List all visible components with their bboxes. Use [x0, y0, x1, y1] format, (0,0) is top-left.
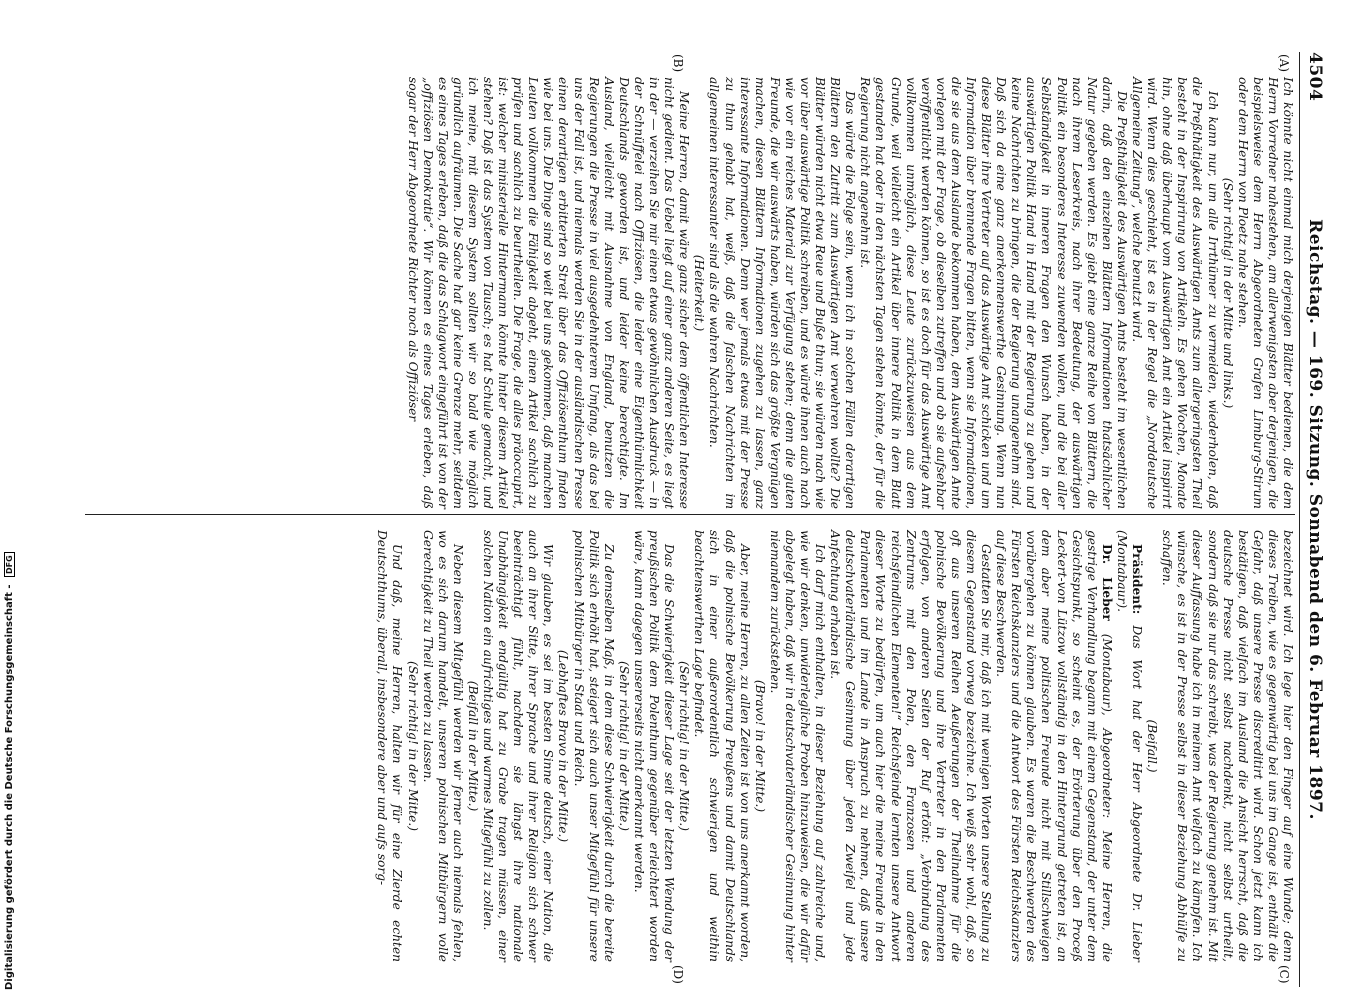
paragraph [420, 530, 465, 962]
right-text-column [85, 530, 1295, 962]
paragraph-text: Ich könnte nicht einmal mich derjenigen Blätter bedienen, die dem Herrn Vorredner nahestehen, am allerwenigsten aber derjenigen, die beispielsweise dem Herrn Abgeordneten Grafen Limburg-Stirum oder dem Herrn von Ploetz nahe stehen. [1235, 77, 1295, 509]
interjection [616, 530, 631, 962]
page-header [1299, 52, 1325, 987]
margin-marker-b: (B) [671, 54, 685, 73]
paragraph-text: (Sehr richtig! in der Mitte.) [405, 661, 420, 831]
paragraph-text: (Lebhaftes Bravo in der Mitte.) [556, 649, 571, 843]
margin-marker-d: (D) [671, 965, 685, 984]
paragraph-text: Gestatten Sie mir, daß ich mit wenigen Worten unsere Stellung zu diesem Gegenstand vorweg bezeichne. Ich weiß sehr wohl, daß, so oft aus unseren Reihen Aeußerungen der Theilnahme für die polnische Bevölkerung und ihre Vertreter in den Parlamenten erfolgen, von anderen Seiten der Ruf ertönt: „Verbindung des Zentrums mit den Polen, den Franzosen und anderen reichsfeindlichen Elementen!“ Reichsfeinde lernten unsere Antwort dieser Worte zu bedürfen, um auch hier die meine Freunde in den Parlamenten und im Lande in Anspruch zu nehmen, daß unsere deutschvaterländische Gesinnung über jeden Zweifel und jede Anfechtung erhaben ist. [828, 530, 994, 962]
speaker-name: Dr. Lieber [1099, 544, 1114, 634]
margin-marker-a: (A) [1277, 54, 1291, 73]
running-title: Reichstag. — 169. Sitzung. Sonnabend den 6. Februar 1897. [1305, 219, 1325, 820]
page-number: 4504 [1305, 52, 1325, 102]
interjection [404, 530, 419, 962]
interjection [691, 77, 706, 509]
paragraph-text: (Sehr richtig! in der Mitte.) [616, 661, 631, 831]
paragraph-text: Zu demselben Maß, in dem diese Schwierigkeit durch die bereite Politik sich erhöht hat, steigert sich auch unser Mitgefühl für unsere polnischen Mitbürger in Staat und Reich. [571, 530, 616, 962]
paragraph-text: (Sehr richtig! in der Mitte und links.) [1220, 177, 1235, 409]
paragraph-text: Neben diesem Mitgefühl werden wir ferner auch niemals fehlen, wo es sich darum handelt, unseren polnischen Mitbürgern volle Gerechtigkeit zu Theil werden zu lassen. [420, 530, 465, 962]
digitization-credit [4, 555, 15, 990]
paragraph-text: Ich kann nur, um alle Irrthümer zu vermeiden, wiederholen, daß die Preßthätigkeit des Auswärtigen Amts zum allergeringsten Theil besteht in der Inspirirung von Artikeln. Es gehen Wochen, Monate hin, ohne daß überhaupt vom Auswärtigen Amt ein Artikel inspirirt wird. Wenn dies geschieht, ist es in der Regel die „Norddeutsche Allgemeine Zeitung“, welche benutzt wird. [1130, 77, 1220, 509]
paragraph [1129, 77, 1220, 509]
interjection [555, 530, 570, 962]
paragraph [827, 530, 993, 962]
paragraph-text: Und daß, meine Herren, halten wir für eine Zierde echten Deutschthums, überall, insbesondere aber und aufs sorg- [375, 530, 405, 962]
paragraph-text: Das würde die Folge sein, wenn ich in solchen Fällen derartigen Blättern den Zutritt zum Auswärtigen Amt verwehren wollte? Die Blätter würden nicht etwa Reue und Buße thun; sie würden nach wie vor über auswärtige Politik schreiben, und es würde ihnen auch nach wie vor ein reiches Material zur Verfügung stehen; denn die guten Freunde, die wir auswärts haben, würden sich das größte Vergnügen machen, diesen Blättern Informationen zugehen zu lassen, ganz interessante Informationen. Denn wer jemals etwas mit der Presse zu thun gehabt hat, weiß, daß die falschen Nachrichten im allgemeinen interessanter sind als die wahren Nachrichten. [707, 77, 858, 509]
paragraph-text: Ich darf mich enthalten, in dieser Beziehung auf zahlreiche und, wie wir denken, unwiderlegliche Proben hinzuweisen, die wir dafür abgelegt haben, daß wir in deutschvaterländischer Gesinnung hinter niemandem zurückstehen. [767, 530, 828, 962]
interjection [465, 530, 480, 962]
paragraph-text: (Sehr richtig! in der Mitte.) [677, 661, 692, 831]
paragraph-text: (Beifall.) [1145, 719, 1160, 773]
paragraph [631, 530, 676, 962]
paragraph-text: Wir glauben, es sei im besten Sinne deutsch, einer Nation, die auch an ihrer Sitte, ihrer Sprache und ihrer Religion sich schwer beeinträchtigt fühlt, nachdem sie längst ihre nationale Unabhängigkeit endgültig hat zu Grabe tragen müssen, einer solchen Nation ein aufrichtiges und warmes Mitgefühl zu zollen. [481, 530, 556, 962]
paragraph [1114, 530, 1144, 962]
paragraph-text: bezeichnet wird. Ich lege hier den Finger auf eine Wunde; denn dieses Treiben, wie es gegenwärtig bei uns im Gange ist, enthält die Gefahr, daß unsere Presse discreditirt wird. Schon jetzt kann ich bestätigen, daß vielfach im Ausland die Ansicht herrscht, daß die deutsche Presse nicht selbst nachdenkt, nicht selbst urtheilt, sondern daß sie nur das schreibt, was der Regierung genehm ist. Mit dieser Auffassung habe ich in meinem Amt vielfach zu kämpfen. Ich wünsche, es ist in der Presse selbst in dieser Beziehung Abhülfe zu schaffen. [1160, 530, 1295, 962]
paragraph-text: Das Wort hat der Herr Abgeordnete Dr. Lieber (Montabaur). [1114, 530, 1145, 962]
paragraph-text: (Heiterkeit.) [692, 254, 707, 332]
paragraph-text: Meine Herren, damit wäre ganz sicher dem öffentlichen Interesse nicht gedient. Das Uebel liegt auf einer ganz anderen Seite, es liegt in der — verzeihen Sie mir einen etwas gewöhnlichen Ausdruck — in der Schnüffelei nach Offiziösen, die leider eine Eigenthümlichkeit Deutschlands geworden ist, und leider keine berechtigte. Im Ausland, vielleicht mit Ausnahme von England, benutzen die Regierungen die Presse in viel ausgedehnterem Umfang, als das bei uns der Fall ist, und niemals werden Sie in der ausländischen Presse einen derartigen erbitterten Streit über das Offiziösenthum finden wie bei uns. Die Dinge sind so weit bei uns gekommen, daß manchen Leuten vollkommen die Fähigkeit abgeht, einen Artikel sachlich zu prüfen und sachlich zu beurtheilen. Die Frage, die alles präoccupirt, ist: welcher ministerielle Hintermann könnte hinter diesem Artikel stehen? Daß ist das System von Tausch; es hat Schule gemacht, und ich meine, mit diesem System sollten wir so bald wie möglich gründlich aufräumen. Die Sache hat gar keine Grenze mehr, seitdem es eines Tages erleben, daß die das Schlagwort eingeführt ist von der „offiziösen Demokratie“. Wir können es eines Tages erleben, daß sogar der Herr Abgeordnete Richter noch als Offiziöser [405, 77, 692, 509]
rotated-document-page [70, 52, 1325, 987]
paragraph [1235, 77, 1295, 509]
paragraph [857, 77, 1129, 509]
paragraph-text: Aber, meine Herren, zu allen Zeiten ist von uns anerkannt worden, daß die polnische Bevölkerung Preußens und damit Deutschlands sich in einer außerordentlich schwierigen und weithin beachtenswerthen Lage befindet. [692, 530, 752, 962]
paragraph-text: Die Preßthätigkeit des Auswärtigen Amts besteht im wesentlichen darin, daß den einzelnen Blättern Informationen thatsächlicher Natur gegeben werden. Es giebt eine ganze Reihe von Blättern, die nach ihrem Leserkreis, nach ihrer Bedeutung, der auswärtigen Politik ein besonderes Interesse zuwenden wollen, und die bei aller Selbständigkeit in inneren Fragen den Wunsch haben, in der auswärtigen Politik Hand in Hand mit der Regierung zu gehen und keine Nachrichten zu bringen, die der Regierung unangenehm sind. Daß sich da eine ganz anerkennenswerthe Gesinnung. Wenn nun diese Blätter ihre Vertreter auf das Auswärtige Amt schicken und um Information über brennende Fragen bitten, wenn sie Informationen, die sie aus dem Auslande bekommen haben, dem Auswärtigen Amte vorlegen mit der Frage, ob dieselben zutreffen und ob sie aufsehbar veröffentlicht werden können, so ist es doch für das Auswärtige Amt vollkommen unmöglich, diese Leute zurückzuweisen aus dem Grunde, weil vielleicht ein Artikel über innere Politik in dem Blatt gestanden hat oder in den nächsten Tagen stehen könnte, der für die Regierung nicht angenehm ist. [858, 77, 1129, 509]
paragraph [480, 530, 555, 962]
paragraph [374, 530, 404, 962]
interjection [1220, 77, 1235, 509]
paragraph [1159, 530, 1295, 962]
interjection [1144, 530, 1159, 962]
paragraph [706, 77, 857, 509]
paragraph-text: (Montabaur), Abgeordneter: Meine Herren, die gestrige Verhandlung begann mit einem Gegenstand, der unter dem Gesichtspunkt, so scheint es, der Erörterung über den Proceß Leckert-von Lützow vollständig in den Hintergrund getreten ist, an dem aber meine politischen Freunde nicht mit Stillschweigen vorübergehen zu können glauben. Es waren die Beschwerden des Fürsten Reichskanzlers und die Antwort des Fürsten Reichskanzlers auf diese Beschwerden. [994, 530, 1114, 963]
paragraph-text: (Bravo! in der Mitte.) [752, 679, 767, 813]
interjection [676, 530, 691, 962]
header-rule [1299, 52, 1300, 987]
margin-marker-c: (C) [1277, 965, 1291, 984]
left-text-column [85, 77, 1295, 509]
credit-text: Digitalisierung gefördert durch die Deutsche Forschungsgemeinschaft - [4, 584, 15, 990]
interjection [752, 530, 767, 962]
paragraph-text: (Beifall in der Mitte.) [465, 680, 480, 812]
column-divider [85, 514, 1295, 515]
dfg-logo: DFG [4, 552, 15, 577]
paragraph-text: Das die Schwierigkeit dieser Lage seit der letzten Wendung der preußischen Politik dem Polenthum gegenüber erleichtert worden wäre, kann dagegen unsererseits nicht anerkannt werden. [631, 530, 677, 962]
paragraph [571, 530, 616, 962]
speaker-name: Präsident: [1130, 544, 1145, 626]
paragraph [691, 530, 751, 962]
paragraph [767, 530, 827, 962]
paragraph [404, 77, 691, 509]
paragraph [993, 530, 1114, 962]
